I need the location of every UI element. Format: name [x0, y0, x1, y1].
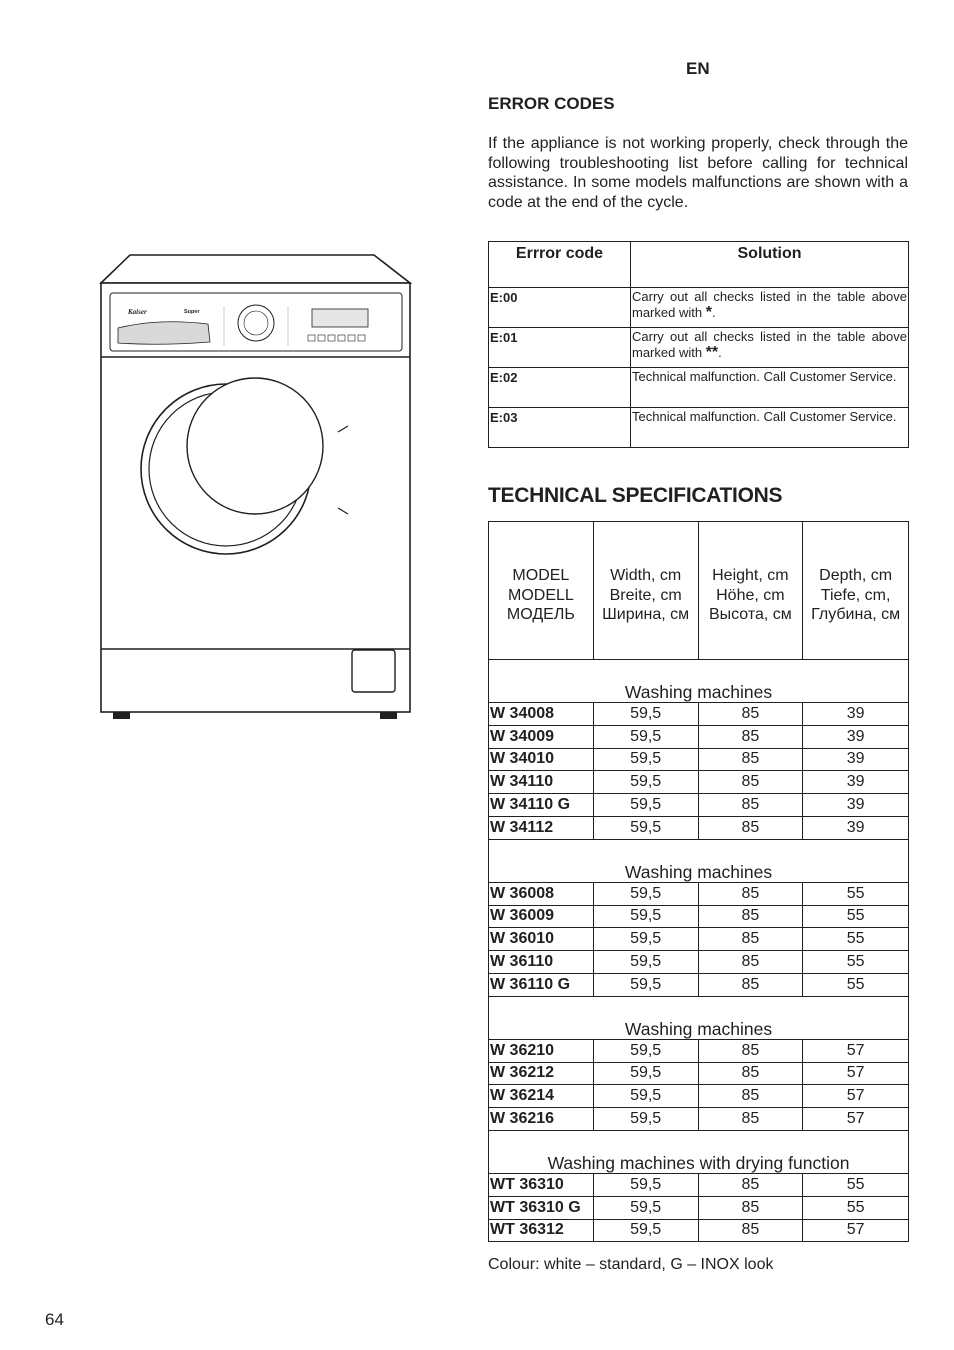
group-row [489, 660, 909, 703]
table-row [489, 882, 909, 905]
width-cell: 59,5 [593, 1039, 698, 1062]
table-row [489, 928, 909, 951]
height-cell: 85 [698, 1196, 803, 1219]
model-cell: W 36110 G [489, 973, 594, 996]
width-cell: 59,5 [593, 973, 698, 996]
table-row [489, 1062, 909, 1085]
depth-cell: 39 [803, 748, 909, 771]
model-cell: W 34112 [489, 816, 594, 839]
table-row [489, 748, 909, 771]
height-cell: 85 [698, 1108, 803, 1131]
depth-cell: 57 [803, 1039, 909, 1062]
table-row [489, 951, 909, 974]
column-header-line: Tiefe, cm, [820, 586, 891, 604]
colour-footnote: Colour: white – standard, G – INOX look [488, 1256, 774, 1273]
depth-cell: 39 [803, 794, 909, 817]
error-codes-table [488, 241, 909, 448]
spec-column-header [698, 522, 803, 660]
depth-cell: 55 [803, 882, 909, 905]
table-row [489, 816, 909, 839]
model-cell: WT 36312 [489, 1219, 594, 1242]
height-cell: 85 [698, 1085, 803, 1108]
model-cell: W 34008 [489, 703, 594, 726]
width-cell: 59,5 [593, 905, 698, 928]
brand-logo: Kaiser [128, 308, 147, 316]
depth-cell: 55 [803, 951, 909, 974]
column-header-line: Height, cm [712, 567, 789, 585]
group-row [489, 1130, 909, 1173]
error-solution: Carry out all checks listed in the table above marked with **. [631, 328, 909, 368]
error-solution-text: Carry out all checks listed in the table above marked with [632, 289, 907, 320]
table-row [489, 905, 909, 928]
width-cell: 59,5 [593, 928, 698, 951]
column-header-line: Höhe, cm [716, 586, 785, 604]
model-cell: W 34009 [489, 725, 594, 748]
table-row [489, 1108, 909, 1131]
column-header-code: Errror code [489, 242, 631, 288]
width-cell: 59,5 [593, 1219, 698, 1242]
depth-cell: 55 [803, 928, 909, 951]
error-solution-text: Technical malfunction. Call Customer Service. [632, 369, 897, 384]
width-cell: 59,5 [593, 1196, 698, 1219]
height-cell: 85 [698, 771, 803, 794]
depth-cell: 39 [803, 816, 909, 839]
table-row [489, 1196, 909, 1219]
error-code: E:02 [489, 368, 631, 408]
model-cell: W 36110 [489, 951, 594, 974]
spec-column-header [593, 522, 698, 660]
column-header-line: Depth, cm [819, 567, 893, 585]
height-cell: 85 [698, 1039, 803, 1062]
depth-cell: 39 [803, 771, 909, 794]
table-row [489, 1085, 909, 1108]
column-header-line: Высота, см [708, 606, 792, 624]
language-label: EN [686, 59, 710, 78]
height-cell: 85 [698, 973, 803, 996]
asterisk-mark: ** [705, 344, 719, 361]
group-label: Washing machines [489, 996, 909, 1039]
column-header-line: MODELL [507, 586, 574, 604]
column-header-line: Ширина, см [602, 606, 690, 624]
height-cell: 85 [698, 794, 803, 817]
width-cell: 59,5 [593, 1085, 698, 1108]
depth-cell: 39 [803, 703, 909, 726]
table-row [489, 794, 909, 817]
height-cell: 85 [698, 951, 803, 974]
model-cell: W 36010 [489, 928, 594, 951]
column-header-line: МОДЕЛЬ [506, 606, 575, 624]
model-cell: W 36216 [489, 1108, 594, 1131]
width-cell: 59,5 [593, 794, 698, 817]
depth-cell: 55 [803, 1173, 909, 1196]
height-cell: 85 [698, 725, 803, 748]
specifications-table [488, 521, 909, 1242]
error-solution-text: Technical malfunction. Call Customer Service. [632, 409, 897, 424]
group-row [489, 996, 909, 1039]
depth-cell: 55 [803, 905, 909, 928]
table-row [489, 703, 909, 726]
height-cell: 85 [698, 816, 803, 839]
height-cell: 85 [698, 905, 803, 928]
table-row [489, 973, 909, 996]
width-cell: 59,5 [593, 748, 698, 771]
spec-column-header [489, 522, 594, 660]
height-cell: 85 [698, 1062, 803, 1085]
group-label: Washing machines [489, 660, 909, 703]
height-cell: 85 [698, 748, 803, 771]
column-header-solution: Solution [631, 242, 909, 288]
table-row [489, 1173, 909, 1196]
depth-cell: 57 [803, 1219, 909, 1242]
model-cell: W 34110 G [489, 794, 594, 817]
group-label: Washing machines [489, 839, 909, 882]
column-header-line: Глубина, см [811, 606, 901, 624]
model-cell: W 34010 [489, 748, 594, 771]
width-cell: 59,5 [593, 703, 698, 726]
depth-cell: 57 [803, 1085, 909, 1108]
width-cell: 59,5 [593, 725, 698, 748]
group-row [489, 839, 909, 882]
error-row [489, 328, 909, 368]
error-solution [631, 368, 909, 408]
super-badge: Super [184, 309, 200, 315]
model-cell: WT 36310 G [489, 1196, 594, 1219]
height-cell: 85 [698, 1173, 803, 1196]
table-row [489, 1039, 909, 1062]
error-row [489, 368, 909, 408]
width-cell: 59,5 [593, 771, 698, 794]
error-code: E:03 [489, 408, 631, 448]
height-cell: 85 [698, 928, 803, 951]
error-code: E:01 [489, 328, 631, 368]
error-code: E:00 [489, 288, 631, 328]
model-cell: W 36214 [489, 1085, 594, 1108]
model-cell: W 36210 [489, 1039, 594, 1062]
page-number: 64 [45, 1310, 64, 1329]
error-solution: Carry out all checks listed in the table above marked with *. [631, 288, 909, 328]
width-cell: 59,5 [593, 1062, 698, 1085]
error-solution [631, 408, 909, 448]
error-row [489, 288, 909, 328]
depth-cell: 55 [803, 973, 909, 996]
height-cell: 85 [698, 703, 803, 726]
width-cell: 59,5 [593, 951, 698, 974]
height-cell: 85 [698, 1219, 803, 1242]
model-cell: W 36212 [489, 1062, 594, 1085]
depth-cell: 57 [803, 1062, 909, 1085]
model-cell: WT 36310 [489, 1173, 594, 1196]
table-row [489, 771, 909, 794]
model-cell: W 36008 [489, 882, 594, 905]
error-codes-intro: If the appliance is not working properly, check through the following troubleshooting list before calling for technical assistance. In some models malfunctions are shown with a code at the end of the cycle. [488, 135, 908, 212]
table-row [489, 1219, 909, 1242]
group-label: Washing machines with drying function [489, 1130, 909, 1173]
error-row [489, 408, 909, 448]
error-codes-heading: ERROR CODES [488, 94, 615, 113]
width-cell: 59,5 [593, 1108, 698, 1131]
asterisk-mark: * [705, 304, 712, 321]
column-header-line: Breite, cm [609, 586, 682, 604]
technical-specifications-heading: TECHNICAL SPECIFICATIONS [488, 484, 783, 507]
width-cell: 59,5 [593, 816, 698, 839]
spec-column-header [803, 522, 909, 660]
washing-machine-illustration [98, 250, 413, 724]
table-row [489, 725, 909, 748]
depth-cell: 39 [803, 725, 909, 748]
depth-cell: 55 [803, 1196, 909, 1219]
model-cell: W 36009 [489, 905, 594, 928]
depth-cell: 57 [803, 1108, 909, 1131]
height-cell: 85 [698, 882, 803, 905]
width-cell: 59,5 [593, 882, 698, 905]
column-header-line: Width, cm [610, 567, 682, 585]
model-cell: W 34110 [489, 771, 594, 794]
width-cell: 59,5 [593, 1173, 698, 1196]
error-solution-text: Carry out all checks listed in the table above marked with [632, 329, 907, 360]
column-header-line: MODEL [512, 567, 570, 585]
